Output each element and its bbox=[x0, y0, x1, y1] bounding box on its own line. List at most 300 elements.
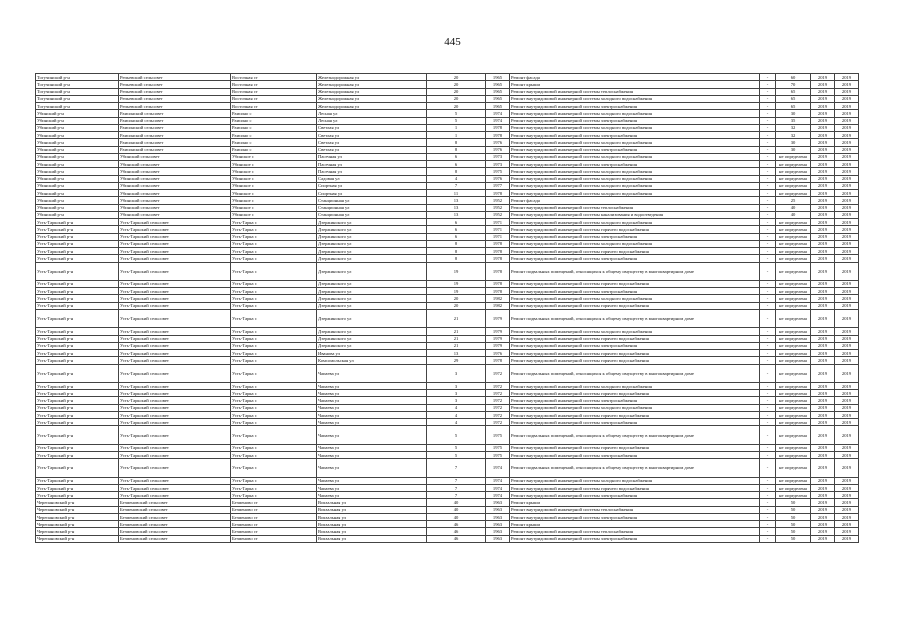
table-row bbox=[36, 411, 859, 418]
table-row bbox=[36, 190, 859, 197]
cell-work-type: Ремонт внутридомовой инженерной системы горячего водоснабжения bbox=[510, 444, 760, 451]
cell-municipality: Безменовский сельсовет bbox=[119, 535, 231, 542]
cell-year-to: 2019 bbox=[835, 175, 859, 182]
cell-year-to: 2019 bbox=[835, 335, 859, 342]
cell-street: Вокзальная ул bbox=[317, 506, 427, 513]
cell-cost: не определена bbox=[776, 426, 811, 444]
table-row bbox=[36, 240, 859, 247]
cell-settlement: Усть-Тарка с bbox=[231, 397, 317, 404]
cell-street: Дзержинского ул bbox=[317, 226, 427, 233]
cell-district: Усть-Таркский р-н bbox=[36, 342, 119, 349]
cell-year-to: 2019 bbox=[835, 309, 859, 327]
cell-street: Дзержинского ул bbox=[317, 248, 427, 255]
cell-build-year: 1972 bbox=[486, 390, 510, 397]
cell-district: Убинский р-н bbox=[36, 175, 119, 182]
cell-work-type: Ремонт внутридомовой инженерной системы горячего водоснабжения bbox=[510, 484, 760, 491]
table-row bbox=[36, 197, 859, 204]
cell-dash: - bbox=[760, 302, 776, 309]
cell-work-type: Ремонт внутридомовой инженерной системы электроснабжения bbox=[510, 146, 760, 153]
cell-house-number: 7 bbox=[427, 182, 486, 189]
cell-house-number: 7 bbox=[427, 459, 486, 477]
cell-settlement: Усть-Тарка с bbox=[231, 390, 317, 397]
cell-cost: не определена bbox=[776, 288, 811, 295]
cell-year-from: 2019 bbox=[811, 350, 835, 357]
cell-year-to: 2019 bbox=[835, 452, 859, 459]
cell-year-to: 2019 bbox=[835, 153, 859, 160]
cell-house-number: 1 bbox=[427, 132, 486, 139]
cell-house-number: 5 bbox=[427, 110, 486, 117]
cell-year-to: 2019 bbox=[835, 280, 859, 287]
cell-district: Черепановский р-н bbox=[36, 521, 119, 528]
cell-dash: - bbox=[760, 95, 776, 102]
cell-district: Убинский р-н bbox=[36, 110, 119, 117]
cell-house-number: 8 bbox=[427, 240, 486, 247]
cell-work-type: Ремонт внутридомовой инженерной системы теплоснабжения bbox=[510, 528, 760, 535]
cell-year-from: 2019 bbox=[811, 103, 835, 110]
cell-house-number: 5 bbox=[427, 444, 486, 451]
table-row bbox=[36, 204, 859, 211]
cell-district: Усть-Таркский р-н bbox=[36, 477, 119, 484]
table-row bbox=[36, 124, 859, 131]
cell-municipality: Усть-Таркский сельсовет bbox=[119, 233, 231, 240]
cell-street: Чапаева ул bbox=[317, 444, 427, 451]
cell-street: Железнодорожная ул bbox=[317, 103, 427, 110]
cell-street: Дзержинского ул bbox=[317, 219, 427, 226]
cell-year-from: 2019 bbox=[811, 211, 835, 218]
cell-district: Усть-Таркский р-н bbox=[36, 411, 119, 418]
cell-dash: - bbox=[760, 328, 776, 335]
cell-build-year: 1965 bbox=[486, 95, 510, 102]
cell-settlement: Усть-Тарка с bbox=[231, 328, 317, 335]
cell-house-number: 8 bbox=[427, 146, 486, 153]
cell-municipality: Усть-Таркский сельсовет bbox=[119, 364, 231, 382]
cell-year-from: 2019 bbox=[811, 364, 835, 382]
cell-year-from: 2019 bbox=[811, 382, 835, 389]
cell-district: Усть-Таркский р-н bbox=[36, 219, 119, 226]
cell-district: Усть-Таркский р-н bbox=[36, 240, 119, 247]
cell-year-to: 2019 bbox=[835, 426, 859, 444]
cell-settlement: Раисино с bbox=[231, 139, 317, 146]
cell-municipality: Усть-Таркский сельсовет bbox=[119, 419, 231, 426]
cell-dash: - bbox=[760, 513, 776, 520]
cell-year-to: 2019 bbox=[835, 404, 859, 411]
cell-house-number: 4 bbox=[427, 175, 486, 182]
cell-work-type: Ремонт внутридомовой инженерной системы холодного водоснабжения bbox=[510, 295, 760, 302]
cell-street: Дзержинского ул bbox=[317, 262, 427, 280]
cell-build-year: 1976 bbox=[486, 139, 510, 146]
cell-house-number: 3 bbox=[427, 390, 486, 397]
table-row bbox=[36, 280, 859, 287]
cell-build-year: 1963 bbox=[486, 521, 510, 528]
cell-house-number: 4 bbox=[427, 404, 486, 411]
table-row bbox=[36, 397, 859, 404]
cell-year-from: 2019 bbox=[811, 535, 835, 542]
cell-dash: - bbox=[760, 535, 776, 542]
cell-municipality: Раисинский сельсовет bbox=[119, 110, 231, 117]
cell-build-year: 1972 bbox=[486, 397, 510, 404]
table-row bbox=[36, 81, 859, 88]
cell-house-number: 21 bbox=[427, 328, 486, 335]
table-row bbox=[36, 535, 859, 542]
cell-settlement: Безменово ст bbox=[231, 506, 317, 513]
cell-municipality: Убинский сельсовет bbox=[119, 211, 231, 218]
cell-municipality: Усть-Таркский сельсовет bbox=[119, 255, 231, 262]
cell-build-year: 1972 bbox=[486, 419, 510, 426]
table-row bbox=[36, 226, 859, 233]
cell-build-year: 1963 bbox=[486, 506, 510, 513]
cell-street: Спортная ул bbox=[317, 182, 427, 189]
cell-dash: - bbox=[760, 74, 776, 81]
cell-district: Усть-Таркский р-н bbox=[36, 335, 119, 342]
cell-municipality: Усть-Таркский сельсовет bbox=[119, 288, 231, 295]
cell-dash: - bbox=[760, 382, 776, 389]
cell-year-from: 2019 bbox=[811, 81, 835, 88]
cell-district: Усть-Таркский р-н bbox=[36, 444, 119, 451]
cell-house-number: 20 bbox=[427, 74, 486, 81]
table-row bbox=[36, 288, 859, 295]
cell-build-year: 1978 bbox=[486, 132, 510, 139]
cell-build-year: 1978 bbox=[486, 288, 510, 295]
cell-work-type: Ремонт внутридомовой инженерной системы горячего водоснабжения bbox=[510, 226, 760, 233]
cell-build-year: 1974 bbox=[486, 492, 510, 499]
cell-build-year: 1963 bbox=[486, 499, 510, 506]
cell-dash: - bbox=[760, 419, 776, 426]
cell-street: Иванова ул bbox=[317, 350, 427, 357]
cell-year-from: 2019 bbox=[811, 419, 835, 426]
cell-year-to: 2019 bbox=[835, 262, 859, 280]
cell-dash: - bbox=[760, 506, 776, 513]
cell-district: Усть-Таркский р-н bbox=[36, 295, 119, 302]
cell-build-year: 1963 bbox=[486, 528, 510, 535]
cell-district: Усть-Таркский р-н bbox=[36, 226, 119, 233]
cell-dash: - bbox=[760, 390, 776, 397]
cell-dash: - bbox=[760, 477, 776, 484]
cell-street: Светлая ул bbox=[317, 146, 427, 153]
cell-settlement: Усть-Тарка с bbox=[231, 262, 317, 280]
table-row bbox=[36, 513, 859, 520]
cell-house-number: 21 bbox=[427, 342, 486, 349]
cell-settlement: Усть-Тарка с bbox=[231, 404, 317, 411]
cell-dash: - bbox=[760, 204, 776, 211]
cell-settlement: Убинское с bbox=[231, 175, 317, 182]
cell-year-from: 2019 bbox=[811, 175, 835, 182]
cell-cost: 40 bbox=[776, 211, 811, 218]
cell-district: Усть-Таркский р-н bbox=[36, 328, 119, 335]
cell-municipality: Усть-Таркский сельсовет bbox=[119, 357, 231, 364]
cell-dash: - bbox=[760, 459, 776, 477]
cell-municipality: Усть-Таркский сельсовет bbox=[119, 262, 231, 280]
cell-cost: 30 bbox=[776, 146, 811, 153]
cell-year-to: 2019 bbox=[835, 302, 859, 309]
cell-municipality: Безменовский сельсовет bbox=[119, 506, 231, 513]
cell-street: Вокзальная ул bbox=[317, 521, 427, 528]
table-row bbox=[36, 175, 859, 182]
cell-house-number: 5 bbox=[427, 452, 486, 459]
cell-year-from: 2019 bbox=[811, 444, 835, 451]
cell-build-year: 1975 bbox=[486, 444, 510, 451]
cell-year-to: 2019 bbox=[835, 197, 859, 204]
cell-district: Тогучинский р-н bbox=[36, 74, 119, 81]
table-row bbox=[36, 484, 859, 491]
cell-house-number: 20 bbox=[427, 295, 486, 302]
cell-settlement: Восточная ст bbox=[231, 74, 317, 81]
cell-year-from: 2019 bbox=[811, 309, 835, 327]
table-row bbox=[36, 182, 859, 189]
cell-dash: - bbox=[760, 364, 776, 382]
cell-build-year: 1972 bbox=[486, 411, 510, 418]
cell-municipality: Усть-Таркский сельсовет bbox=[119, 309, 231, 327]
cell-cost: не определена bbox=[776, 404, 811, 411]
cell-cost: не определена bbox=[776, 309, 811, 327]
cell-house-number: 40 bbox=[427, 506, 486, 513]
cell-street: Спортная ул bbox=[317, 190, 427, 197]
cell-work-type: Ремонт внутридомовой инженерной системы холодного водоснабжения bbox=[510, 95, 760, 102]
cell-district: Тогучинский р-н bbox=[36, 81, 119, 88]
cell-year-from: 2019 bbox=[811, 328, 835, 335]
cell-municipality: Репьевский сельсовет bbox=[119, 103, 231, 110]
cell-work-type: Ремонт внутридомовой инженерной системы электроснабжения bbox=[510, 132, 760, 139]
cell-year-to: 2019 bbox=[835, 397, 859, 404]
cell-settlement: Усть-Тарка с bbox=[231, 248, 317, 255]
cell-municipality: Усть-Таркский сельсовет bbox=[119, 280, 231, 287]
cell-street: Пасечная ул bbox=[317, 161, 427, 168]
table-row bbox=[36, 74, 859, 81]
cell-year-to: 2019 bbox=[835, 506, 859, 513]
cell-street: Вокзальная ул bbox=[317, 528, 427, 535]
cell-build-year: 1978 bbox=[486, 280, 510, 287]
cell-work-type: Ремонт внутридомовой инженерной системы электроснабжения bbox=[510, 103, 760, 110]
cell-cost: не определена bbox=[776, 459, 811, 477]
cell-house-number: 46 bbox=[427, 535, 486, 542]
cell-district: Убинский р-н bbox=[36, 117, 119, 124]
cell-municipality: Безменовский сельсовет bbox=[119, 513, 231, 520]
cell-year-from: 2019 bbox=[811, 182, 835, 189]
cell-dash: - bbox=[760, 219, 776, 226]
cell-street: Станционная ул bbox=[317, 197, 427, 204]
cell-dash: - bbox=[760, 426, 776, 444]
cell-year-to: 2019 bbox=[835, 350, 859, 357]
cell-dash: - bbox=[760, 175, 776, 182]
cell-year-to: 2019 bbox=[835, 168, 859, 175]
cell-settlement: Усть-Тарка с bbox=[231, 288, 317, 295]
cell-cost: 50 bbox=[776, 506, 811, 513]
table-row bbox=[36, 168, 859, 175]
cell-settlement: Усть-Тарка с bbox=[231, 357, 317, 364]
cell-cost: не определена bbox=[776, 302, 811, 309]
cell-cost: не определена bbox=[776, 390, 811, 397]
cell-street: Дзержинского ул bbox=[317, 288, 427, 295]
cell-cost: не определена bbox=[776, 357, 811, 364]
cell-district: Усть-Таркский р-н bbox=[36, 280, 119, 287]
cell-settlement: Безменово ст bbox=[231, 521, 317, 528]
cell-settlement: Усть-Тарка с bbox=[231, 426, 317, 444]
cell-cost: не определена bbox=[776, 226, 811, 233]
cell-municipality: Убинский сельсовет bbox=[119, 175, 231, 182]
cell-house-number: 40 bbox=[427, 513, 486, 520]
cell-build-year: 1973 bbox=[486, 161, 510, 168]
cell-year-to: 2019 bbox=[835, 499, 859, 506]
cell-year-from: 2019 bbox=[811, 342, 835, 349]
table-row bbox=[36, 426, 859, 444]
cell-municipality: Усть-Таркский сельсовет bbox=[119, 328, 231, 335]
cell-settlement: Раисино с bbox=[231, 110, 317, 117]
cell-build-year: 1972 bbox=[486, 382, 510, 389]
cell-cost: не определена bbox=[776, 484, 811, 491]
table-row bbox=[36, 364, 859, 382]
cell-cost: не определена bbox=[776, 350, 811, 357]
table-row bbox=[36, 506, 859, 513]
table-row bbox=[36, 132, 859, 139]
cell-cost: не определена bbox=[776, 477, 811, 484]
cell-dash: - bbox=[760, 357, 776, 364]
cell-municipality: Усть-Таркский сельсовет bbox=[119, 302, 231, 309]
cell-year-to: 2019 bbox=[835, 444, 859, 451]
cell-dash: - bbox=[760, 492, 776, 499]
cell-year-to: 2019 bbox=[835, 484, 859, 491]
cell-municipality: Убинский сельсовет bbox=[119, 161, 231, 168]
cell-settlement: Усть-Тарка с bbox=[231, 309, 317, 327]
cell-municipality: Усть-Таркский сельсовет bbox=[119, 226, 231, 233]
cell-dash: - bbox=[760, 168, 776, 175]
cell-build-year: 1974 bbox=[486, 477, 510, 484]
cell-municipality: Усть-Таркский сельсовет bbox=[119, 240, 231, 247]
cell-house-number: 6 bbox=[427, 219, 486, 226]
cell-dash: - bbox=[760, 309, 776, 327]
table-row bbox=[36, 452, 859, 459]
cell-district: Усть-Таркский р-н bbox=[36, 248, 119, 255]
cell-district: Убинский р-н bbox=[36, 190, 119, 197]
cell-cost: не определена bbox=[776, 328, 811, 335]
table-row bbox=[36, 219, 859, 226]
cell-work-type: Ремонт внутридомовой инженерной системы электроснабжения bbox=[510, 255, 760, 262]
cell-street: Станционная ул bbox=[317, 211, 427, 218]
cell-year-to: 2019 bbox=[835, 139, 859, 146]
cell-settlement: Безменово ст bbox=[231, 528, 317, 535]
cell-house-number: 46 bbox=[427, 521, 486, 528]
cell-year-from: 2019 bbox=[811, 132, 835, 139]
cell-year-from: 2019 bbox=[811, 335, 835, 342]
cell-dash: - bbox=[760, 110, 776, 117]
cell-cost: не определена bbox=[776, 295, 811, 302]
cell-house-number: 5 bbox=[427, 117, 486, 124]
cell-dash: - bbox=[760, 350, 776, 357]
cell-cost: не определена bbox=[776, 452, 811, 459]
cell-municipality: Усть-Таркский сельсовет bbox=[119, 382, 231, 389]
cell-municipality: Усть-Таркский сельсовет bbox=[119, 219, 231, 226]
cell-build-year: 1975 bbox=[486, 426, 510, 444]
cell-district: Убинский р-н bbox=[36, 197, 119, 204]
cell-dash: - bbox=[760, 117, 776, 124]
cell-year-from: 2019 bbox=[811, 521, 835, 528]
cell-year-from: 2019 bbox=[811, 110, 835, 117]
cell-settlement: Безменово ст bbox=[231, 535, 317, 542]
cell-house-number: 6 bbox=[427, 226, 486, 233]
cell-dash: - bbox=[760, 528, 776, 535]
cell-district: Убинский р-н bbox=[36, 204, 119, 211]
cell-year-to: 2019 bbox=[835, 255, 859, 262]
cell-dash: - bbox=[760, 295, 776, 302]
cell-settlement: Усть-Тарка с bbox=[231, 335, 317, 342]
cell-municipality: Репьевский сельсовет bbox=[119, 74, 231, 81]
cell-street: Дзержинского ул bbox=[317, 328, 427, 335]
cell-dash: - bbox=[760, 335, 776, 342]
cell-settlement: Раисино с bbox=[231, 117, 317, 124]
cell-district: Черепановский р-н bbox=[36, 506, 119, 513]
cell-build-year: 1978 bbox=[486, 262, 510, 280]
cell-settlement: Убинское с bbox=[231, 168, 317, 175]
cell-street: Чапаева ул bbox=[317, 492, 427, 499]
cell-settlement: Усть-Тарка с bbox=[231, 240, 317, 247]
cell-cost: не определена bbox=[776, 411, 811, 418]
cell-settlement: Раисино с bbox=[231, 132, 317, 139]
cell-year-from: 2019 bbox=[811, 513, 835, 520]
cell-settlement: Усть-Тарка с bbox=[231, 419, 317, 426]
cell-year-from: 2019 bbox=[811, 357, 835, 364]
cell-build-year: 1979 bbox=[486, 309, 510, 327]
cell-year-from: 2019 bbox=[811, 190, 835, 197]
cell-street: Чапаева ул bbox=[317, 382, 427, 389]
cell-work-type: Ремонт внутридомовой инженерной системы холодного водоснабжения bbox=[510, 168, 760, 175]
cell-district: Усть-Таркский р-н bbox=[36, 364, 119, 382]
cell-year-to: 2019 bbox=[835, 288, 859, 295]
cell-work-type: Ремонт внутридомовой инженерной системы холодного водоснабжения bbox=[510, 328, 760, 335]
cell-year-from: 2019 bbox=[811, 506, 835, 513]
cell-street: Чапаева ул bbox=[317, 411, 427, 418]
cell-district: Усть-Таркский р-н bbox=[36, 484, 119, 491]
cell-dash: - bbox=[760, 103, 776, 110]
cell-district: Усть-Таркский р-н bbox=[36, 404, 119, 411]
cell-work-type: Ремонт внутридомовой инженерной системы электроснабжения bbox=[510, 513, 760, 520]
cell-year-from: 2019 bbox=[811, 168, 835, 175]
cell-work-type: Ремонт внутридомовой инженерной системы теплоснабжения bbox=[510, 88, 760, 95]
cell-district: Усть-Таркский р-н bbox=[36, 262, 119, 280]
cell-build-year: 1965 bbox=[486, 81, 510, 88]
cell-year-from: 2019 bbox=[811, 295, 835, 302]
table-row bbox=[36, 350, 859, 357]
cell-year-to: 2019 bbox=[835, 342, 859, 349]
cell-cost: не определена bbox=[776, 175, 811, 182]
cell-house-number: 6 bbox=[427, 161, 486, 168]
cell-house-number: 8 bbox=[427, 168, 486, 175]
cell-build-year: 1979 bbox=[486, 335, 510, 342]
cell-year-to: 2019 bbox=[835, 411, 859, 418]
cell-settlement: Безменово ст bbox=[231, 499, 317, 506]
cell-dash: - bbox=[760, 88, 776, 95]
table-row bbox=[36, 342, 859, 349]
cell-district: Черепановский р-н bbox=[36, 528, 119, 535]
cell-year-from: 2019 bbox=[811, 411, 835, 418]
cell-build-year: 1971 bbox=[486, 233, 510, 240]
table-row bbox=[36, 88, 859, 95]
cell-house-number: 19 bbox=[427, 288, 486, 295]
cell-build-year: 1952 bbox=[486, 204, 510, 211]
cell-house-number: 8 bbox=[427, 139, 486, 146]
table-row bbox=[36, 110, 859, 117]
cell-build-year: 1982 bbox=[486, 295, 510, 302]
cell-street: Железнодорожная ул bbox=[317, 81, 427, 88]
cell-dash: - bbox=[760, 404, 776, 411]
cell-district: Усть-Таркский р-н bbox=[36, 419, 119, 426]
cell-build-year: 1978 bbox=[486, 124, 510, 131]
table-row bbox=[36, 139, 859, 146]
cell-build-year: 1972 bbox=[486, 404, 510, 411]
cell-year-from: 2019 bbox=[811, 426, 835, 444]
cell-district: Убинский р-н bbox=[36, 146, 119, 153]
cell-cost: не определена bbox=[776, 161, 811, 168]
cell-build-year: 1974 bbox=[486, 459, 510, 477]
cell-house-number: 19 bbox=[427, 280, 486, 287]
cell-build-year: 1952 bbox=[486, 211, 510, 218]
